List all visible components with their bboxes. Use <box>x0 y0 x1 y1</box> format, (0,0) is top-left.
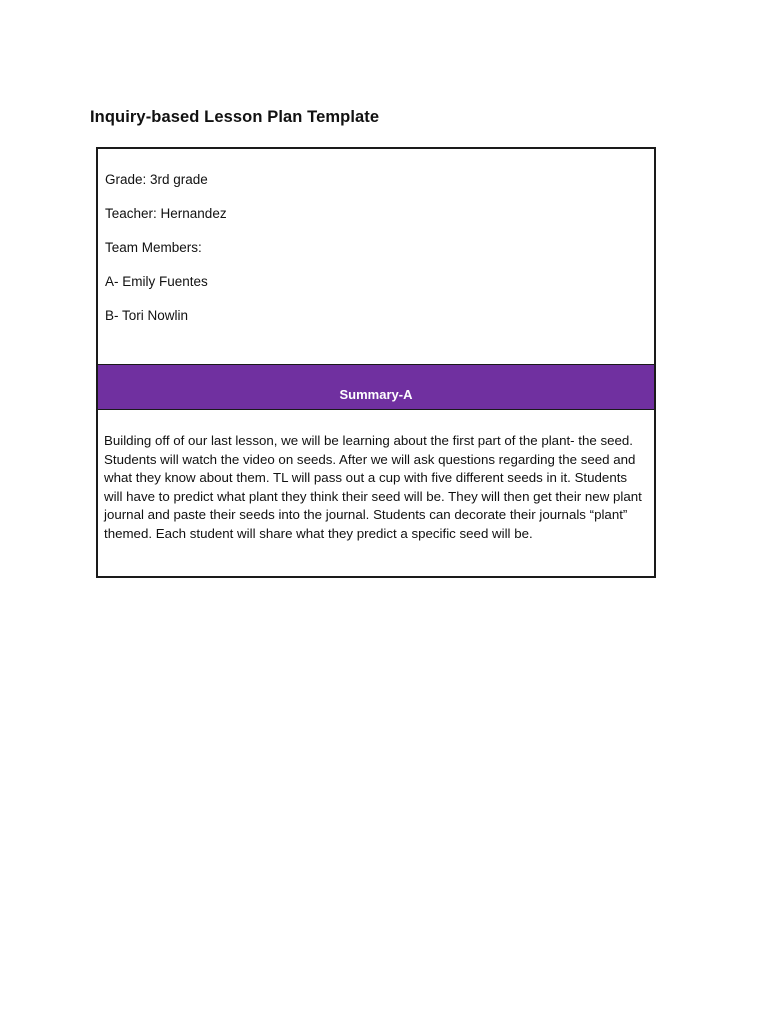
grade-line: Grade: 3rd grade <box>105 172 208 187</box>
team-member-b: B- Tori Nowlin <box>105 308 189 323</box>
team-member-a: A- Emily Fuentes <box>105 274 208 289</box>
summary-header: Summary-A <box>98 365 654 410</box>
teacher-line: Teacher: Hernandez <box>105 206 227 221</box>
team-members-label: Team Members: <box>105 240 202 255</box>
lesson-plan-table <box>96 147 656 578</box>
info-section <box>98 149 654 365</box>
summary-body: Building off of our last lesson, we will be learning about the first part of the plant- the seed. Students will watch the video on seeds. After we will ask questions regarding the seed and what they know about them. TL will pass out a cup with five different seeds in it. Students will have to predict what plant they think their seed will be. They will then get their new plant journal and paste their seeds into the journal. Students can decorate their journals “plant” themed. Each student will share what they predict a specific seed will be. <box>104 433 642 541</box>
document-title: Inquiry-based Lesson Plan Template <box>90 108 380 126</box>
